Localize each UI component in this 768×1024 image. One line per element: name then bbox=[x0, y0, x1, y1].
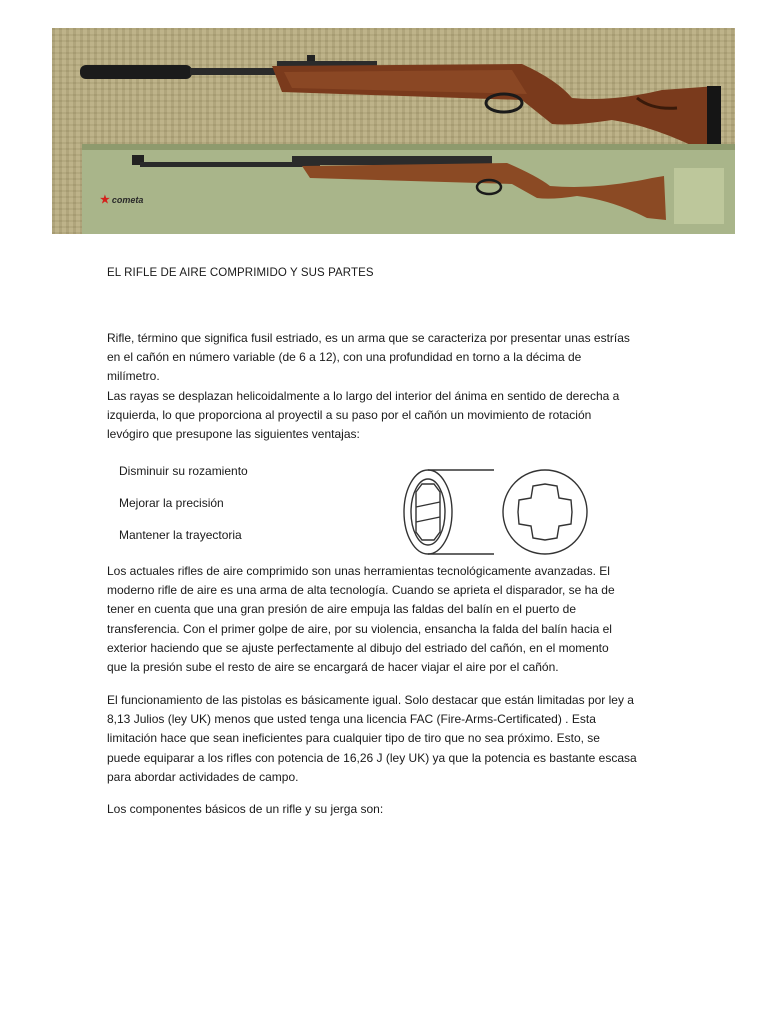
text-line: limitación hace que sean ineficientes para cualquier tipo de tiro que no sea próximo. Esto, se bbox=[107, 731, 600, 746]
text-line: Rifle, término que significa fusil estriado, es un arma que se caracteriza por presentar unas estrías bbox=[107, 331, 630, 345]
rifles-illustration bbox=[52, 28, 735, 234]
list-item: Disminuir su rozamiento bbox=[119, 464, 248, 478]
document-title: EL RIFLE DE AIRE COMPRIMIDO Y SUS PARTES bbox=[107, 267, 374, 279]
list-item: Mejorar la precisión bbox=[119, 496, 224, 510]
brand-logo bbox=[100, 193, 143, 206]
text-line: que la presión sube el resto de aire se encargará de hacer viajar el aire por el cañón. bbox=[107, 660, 559, 675]
text-line: para abordar actividades de campo. bbox=[107, 769, 299, 784]
components-intro: Los componentes básicos de un rifle y su jerga son: bbox=[107, 802, 384, 816]
text-line: transferencia. Con el primer golpe de aire, por su violencia, ensancha la falda del balín hacia el bbox=[107, 621, 612, 636]
text-line: Los actuales rifles de aire comprimido son unas herramientas tecnológicamente avanzadas. El bbox=[107, 564, 610, 578]
upper-rifle bbox=[80, 55, 721, 154]
brand-label: cometa bbox=[111, 195, 144, 205]
text-line: puede equiparar a los rifles con potencia de 16,26 J (ley UK) ya que la potencia es bastante escasa bbox=[107, 750, 637, 765]
barrel-rifling-diagram bbox=[398, 462, 588, 562]
text-line: Las rayas se desplazan helicoidalmente a lo largo del interior del ánima en sentido de derecha a bbox=[107, 388, 620, 403]
intro-paragraph bbox=[107, 329, 667, 444]
text-line: moderno rifle de aire es una arma de alta tecnología. Cuando se aprieta el disparador, se ha de bbox=[107, 583, 615, 598]
list-item: Mantener la trayectoria bbox=[119, 528, 242, 542]
text-line: en el cañón en número variable (de 6 a 12), con una profundidad en torno a la décima de bbox=[107, 350, 582, 365]
rifles-photo bbox=[52, 28, 735, 234]
advantages-list bbox=[119, 462, 248, 558]
text-line: 8,13 Julios (ley UK) menos que usted tenga una licencia FAC (Fire-Arms-Certificated) . Esta bbox=[107, 712, 596, 727]
text-line: levógiro que presupone las siguientes ventajas: bbox=[107, 427, 360, 442]
star-icon: ★ bbox=[100, 194, 110, 206]
text-line: El funcionamiento de las pistolas es básicamente igual. Solo destacar que están limitadas por ley a bbox=[107, 693, 634, 707]
text-line: exterior haciendo que se ajuste perfectamente al dibujo del estriado del cañón, en el momento bbox=[107, 640, 609, 655]
modern-rifles-paragraph bbox=[107, 562, 667, 677]
text-line: tener en cuenta que una gran presión de aire empuja las faldas del balín en el puerto de bbox=[107, 602, 576, 617]
text-line: milímetro. bbox=[107, 369, 160, 384]
pistols-paragraph bbox=[107, 691, 667, 787]
text-line: izquierda, lo que proporciona al proyectil a su paso por el cañón un movimiento de rotación bbox=[107, 407, 592, 422]
